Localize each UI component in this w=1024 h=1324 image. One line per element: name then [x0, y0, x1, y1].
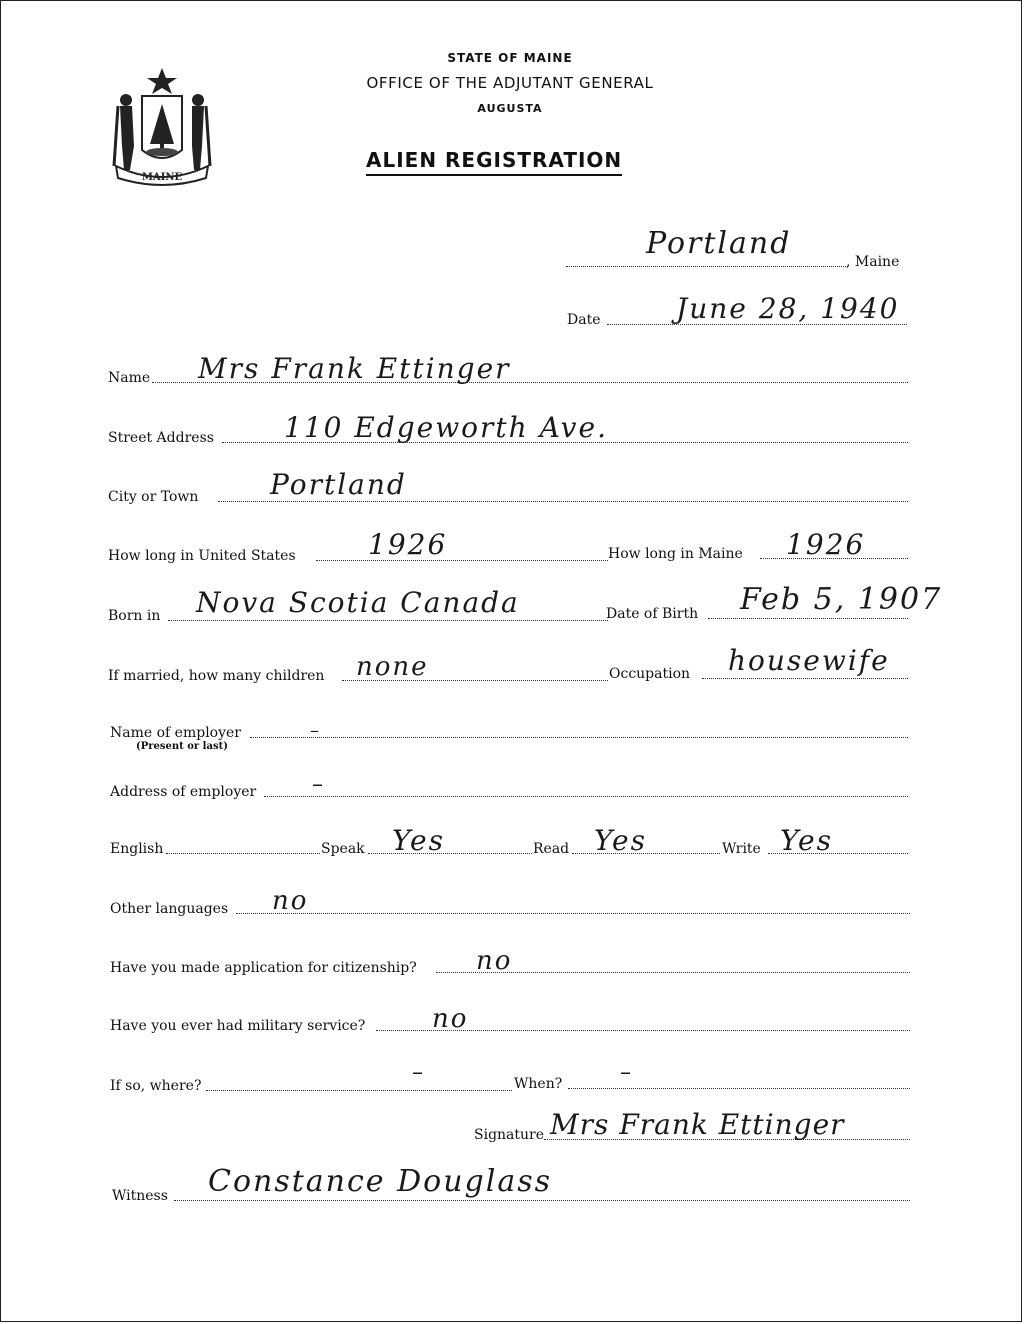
read-label: Read: [533, 841, 570, 857]
street-label: Street Address: [108, 430, 214, 446]
signature-entry: Mrs Frank Ettinger: [550, 1108, 845, 1141]
when-entry: –: [620, 1060, 633, 1085]
employer-line: [250, 737, 908, 738]
citizenship-label: Have you made application for citizenship?: [110, 960, 417, 976]
office-heading: OFFICE OF THE ADJUTANT GENERAL: [366, 74, 654, 92]
employer-address-label: Address of employer: [110, 784, 257, 800]
state-heading: STATE OF MAINE: [447, 51, 573, 65]
street-entry: 110 Edgeworth Ave.: [284, 411, 608, 444]
other-languages-line: [236, 913, 910, 914]
born-in-entry: Nova Scotia Canada: [196, 586, 520, 619]
occupation-label: Occupation: [609, 666, 691, 682]
when-label: When?: [514, 1076, 563, 1092]
children-entry: none: [356, 652, 429, 682]
how-long-us-line: [316, 560, 608, 561]
other-languages-label: Other languages: [110, 901, 229, 917]
state-seal-image: [106, 66, 218, 188]
write-label: Write: [722, 841, 761, 857]
how-long-maine-label: How long in Maine: [608, 546, 743, 562]
maine-label: , Maine: [846, 254, 900, 270]
date-entry: June 28, 1940: [676, 292, 900, 325]
employer-sub-label: (Present or last): [136, 741, 228, 752]
employer-label: Name of employer: [110, 725, 241, 741]
how-long-us-entry: 1926: [368, 528, 448, 561]
city-label: City or Town: [108, 489, 199, 505]
military-entry: no: [432, 1004, 469, 1034]
military-label: Have you ever had military service?: [110, 1018, 366, 1034]
name-label: Name: [108, 370, 151, 386]
speak-label: Speak: [321, 841, 365, 857]
date-label: Date: [567, 312, 601, 328]
seal-text: MAINE: [141, 172, 183, 183]
witness-label: Witness: [112, 1188, 168, 1204]
employer-address-entry: –: [312, 772, 325, 797]
employer-address-line: [264, 796, 908, 797]
place-entry: Portland: [646, 226, 792, 261]
write-entry: Yes: [780, 824, 833, 857]
dob-label: Date of Birth: [606, 606, 699, 622]
dob-line: [708, 618, 908, 619]
city-entry: Portland: [270, 468, 407, 501]
english-label: English: [110, 841, 164, 857]
dob-entry: Feb 5, 1907: [740, 582, 943, 617]
witness-line: [174, 1200, 910, 1201]
where-line: [206, 1090, 512, 1091]
signature-label: Signature: [474, 1127, 545, 1143]
children-label: If married, how many children: [108, 668, 325, 684]
city-heading: AUGUSTA: [477, 102, 543, 115]
when-line: [568, 1088, 910, 1089]
occupation-line: [702, 678, 908, 679]
speak-entry: Yes: [392, 824, 445, 857]
where-entry: –: [412, 1060, 425, 1085]
where-label: If so, where?: [110, 1078, 202, 1094]
employer-entry: –: [310, 720, 321, 741]
name-entry: Mrs Frank Ettinger: [198, 352, 511, 385]
how-long-us-label: How long in United States: [108, 548, 296, 564]
place-line: [566, 266, 848, 267]
form-title: ALIEN REGISTRATION: [366, 148, 622, 176]
born-in-line: [168, 620, 608, 621]
occupation-entry: housewife: [728, 644, 890, 677]
city-line: [218, 501, 908, 502]
how-long-maine-entry: 1926: [786, 528, 866, 561]
other-languages-entry: no: [272, 886, 309, 916]
read-entry: Yes: [594, 824, 647, 857]
witness-entry: Constance Douglass: [208, 1164, 552, 1199]
born-in-label: Born in: [108, 608, 161, 624]
citizenship-entry: no: [476, 946, 513, 976]
english-line: [166, 853, 320, 854]
